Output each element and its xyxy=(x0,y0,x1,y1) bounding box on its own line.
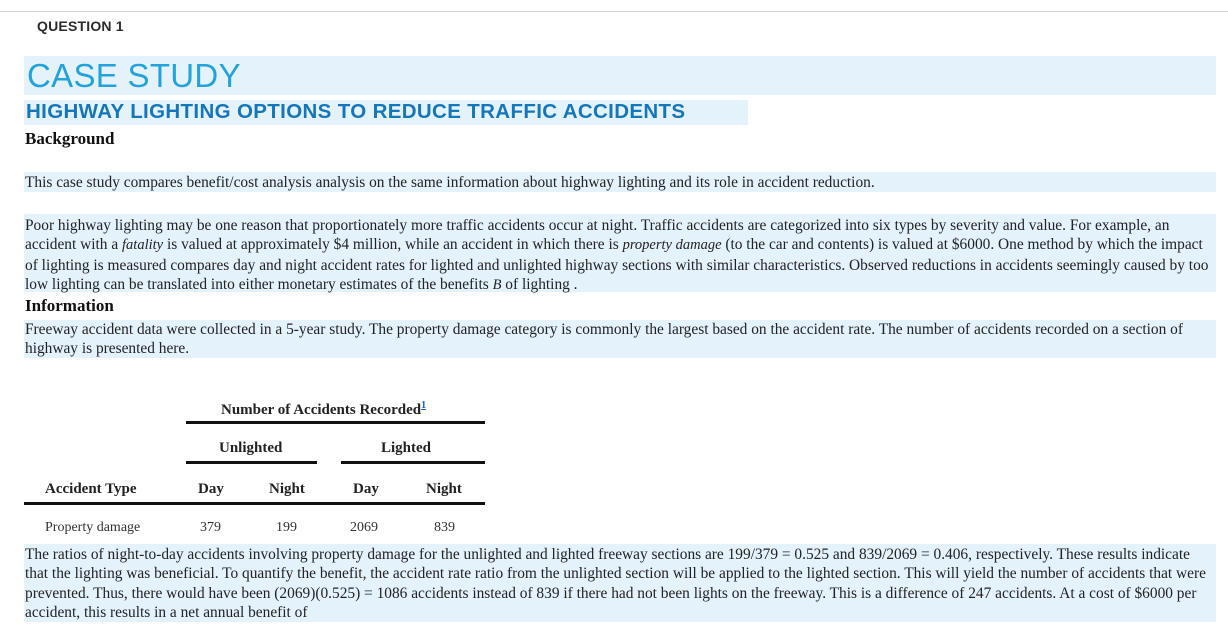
information-heading: Information xyxy=(25,296,114,315)
footnote-link[interactable]: 1 xyxy=(421,400,427,411)
group-unlighted: Unlighted xyxy=(219,440,283,456)
unlighted-rule xyxy=(186,461,317,464)
benefit-symbol: B xyxy=(492,277,502,294)
col-accident-type: Accident Type xyxy=(45,481,137,497)
cell-lighted-night: 839 xyxy=(434,520,455,535)
col-lighted-day: Day xyxy=(353,481,379,497)
col-unlighted-day: Day xyxy=(198,481,224,497)
col-unlighted-night: Night xyxy=(269,481,305,497)
group-lighted: Lighted xyxy=(381,440,432,456)
cell-unlighted-day: 379 xyxy=(200,520,221,535)
question-label: QUESTION 1 xyxy=(37,18,124,34)
cell-lighted-day: 2069 xyxy=(350,520,378,535)
case-study-title: CASE STUDY xyxy=(27,57,241,94)
property-damage-term: property damage xyxy=(622,237,722,254)
conclusion-paragraph: The ratios of night-to-day accidents involving property damage for the unlighted and lighted freeway sections are 199/379 = 0.525 and 839/2069 = 0.406, respectively. These results indicate that the lighting was beneficial. To quantify the benefit, the accident rate ratio from the unlighted section will be applied to the lighted section. This will yield the number of accidents that were prevented. Thus, there would have been (2069)(0.525) = 1086 accidents instead of 839 if there had not been lights on the freeway. This is a difference of 247 accidents. At a cost of $6000 per accident, this results in a net annual benefit of xyxy=(25,546,1206,622)
case-study-subtitle: HIGHWAY LIGHTING OPTIONS TO REDUCE TRAFFIC ACCIDENTS xyxy=(26,100,686,123)
row-accident-type: Property damage xyxy=(45,520,141,535)
caption-rule xyxy=(186,421,485,424)
background-heading: Background xyxy=(25,129,115,148)
table-caption: Number of Accidents Recorded$^1$ xyxy=(221,400,427,418)
intro-paragraph: This case study compares benefit/cost analysis analysis on the same information about highway lighting and its role in accident reduction. xyxy=(25,174,875,191)
lighted-rule xyxy=(341,461,485,464)
cell-unlighted-night: 199 xyxy=(276,520,297,535)
information-paragraph: Freeway accident data were collected in a 5-year study. The property damage category is commonly the largest based on the accident rate. The number of accidents recorded on a section of highway is presented here. xyxy=(25,321,1183,358)
fatality-term: fatality xyxy=(122,237,164,254)
lighting-paragraph: Poor highway lighting may be one reason that proportionately more traffic accidents occur at night. Traffic accidents are categorized into six types by severity and value. For example, an accident with a fatality is valued at approximately $4 million, while an accident in which there is property damage (to the car and contents) is valued at $6000. One method by which the impact of lighting is measured compares day and night accident rates for lighted and unlighted highway sections with similar characteristics. Observed reductions in accidents seemingly caused by too low lighting can be translated into either monetary estimates of the benefits B of lighting . xyxy=(25,217,1209,294)
col-lighted-night: Night xyxy=(426,481,462,497)
top-divider xyxy=(0,11,1228,12)
header-rule xyxy=(24,502,485,505)
